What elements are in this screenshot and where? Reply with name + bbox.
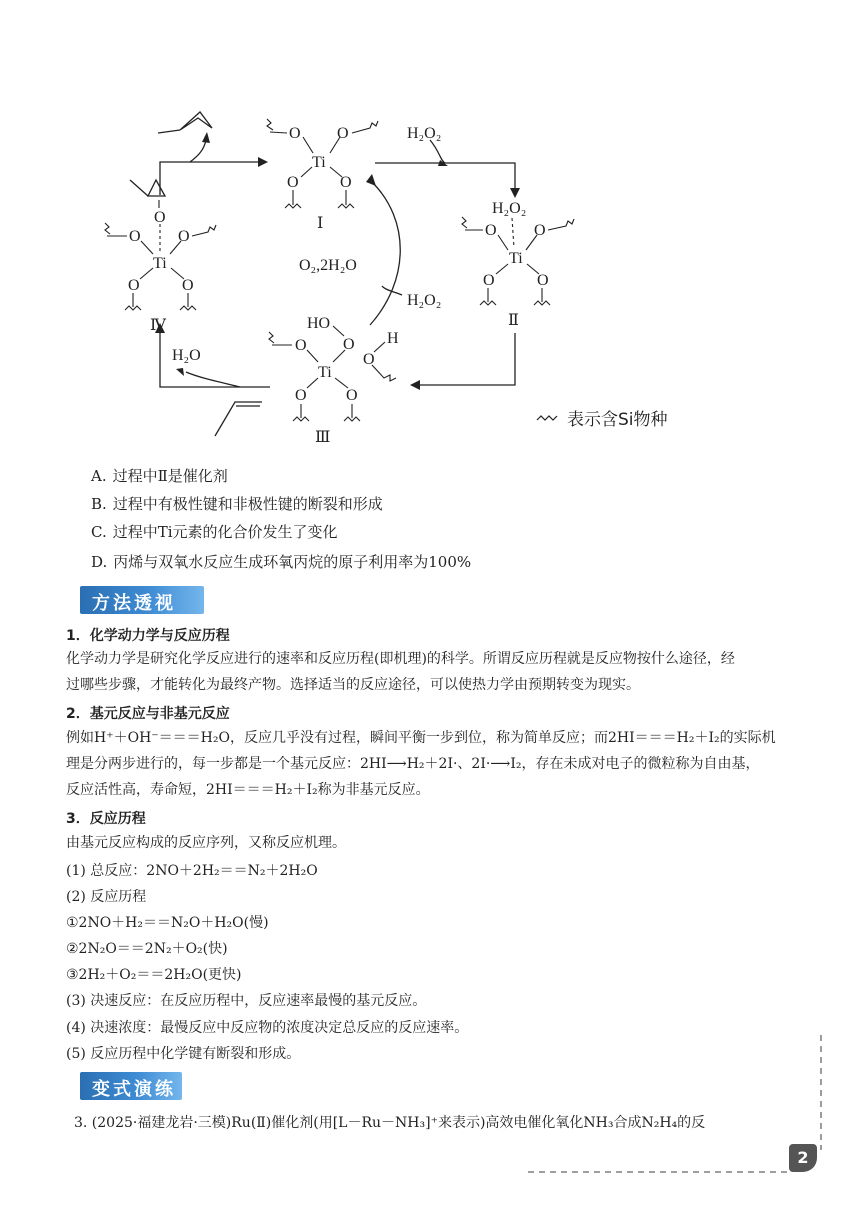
oxygen-atom: O [363, 351, 375, 368]
ti-atom-ii: Ti [509, 250, 523, 267]
species-label-ii: Ⅱ [508, 312, 519, 329]
option-a: A. 过程中Ⅱ是催化剂 [91, 467, 228, 485]
list-item: (2) 反应历程 [66, 889, 147, 905]
option-d: D. 丙烯与双氧水反应生成环氧丙烷的原子利用率为100% [91, 553, 472, 571]
method-banner: 方法透视 [80, 586, 204, 614]
list-item: ①2NO＋H₂＝＝N₂O＋H₂O(慢) [66, 915, 269, 931]
page-number: 2 [789, 1144, 817, 1172]
species-label-iv: Ⅳ [150, 317, 166, 334]
oxygen-atom: O [178, 228, 190, 245]
heading-1: 1．化学动力学与反应历程 [66, 628, 230, 644]
ti-atom-i: Ti [312, 154, 326, 171]
o2-2h2o-product: O₂,2H₂O [299, 257, 357, 274]
h2o2-reagent-top: H₂O₂ [407, 125, 442, 142]
ti-atom-iii: Ti [318, 364, 332, 381]
list-item: (5) 反应历程中化学键有断裂和形成。 [66, 1046, 301, 1062]
heading-3: 3．反应历程 [66, 811, 146, 827]
paragraph-1b: 过哪些步骤，才能转化为最终产物。选择适当的反应途径，可以使热力学由预期转变为现实。 [66, 677, 640, 693]
oxygen-atom: O [129, 228, 141, 245]
paragraph-2b: 理是分两步进行的，每一步都是一个基元反应：2HI⟶H₂＋2I·、2I·⟶I₂，存在未成对电子的微粒称为自由基， [66, 756, 760, 772]
list-item: (3) 决速反应：在反应历程中，反应速率最慢的基元反应。 [66, 993, 427, 1009]
paragraph-2a: 例如H⁺＋OH⁻＝＝＝H₂O，反应几乎没有过程，瞬间平衡一步到位，称为简单反应；而2HI＝＝＝H₂＋I₂的实际机 [66, 730, 776, 746]
oxygen-atom: O [483, 272, 495, 289]
question-3: 3. (2025·福建龙岩·三模)Ru(Ⅱ)催化剂(用[L－Ru－NH₃]⁺来表示)高效电催化氧化NH₃合成N₂H₄的反 [74, 1115, 706, 1131]
ho-group: HO [307, 315, 331, 332]
paragraph-1a: 化学动力学是研究化学反应进行的速率和反应历程(即机理)的科学。所谓反应历程就是反应物按什么途径，经 [66, 651, 735, 667]
h2o2-on-ii: H₂O₂ [492, 200, 527, 217]
oxygen-atom: O [154, 209, 166, 226]
list-item: ②2N₂O＝＝2N₂＋O₂(快) [66, 941, 228, 957]
oxygen-atom: O [128, 277, 140, 294]
list-item: ③2H₂＋O₂＝＝2H₂O(更快) [66, 967, 242, 983]
oxygen-atom: O [337, 125, 349, 142]
paragraph-2c: 反应活性高，寿命短，2HI＝＝＝H₂＋I₂称为非基元反应。 [66, 782, 430, 798]
oxygen-atom: O [485, 222, 497, 239]
paragraph-3: 由基元反应构成的反应序列，又称反应机理。 [66, 835, 346, 851]
practice-banner: 变式演练 [80, 1072, 182, 1100]
h2o-product: H₂O [172, 347, 201, 364]
oxygen-atom: O [534, 222, 546, 239]
oxygen-atom: O [343, 336, 355, 353]
oxygen-atom: O [340, 174, 352, 191]
oxygen-atom: O [289, 125, 301, 142]
h2o2-reagent-inner: H₂O₂ [407, 292, 442, 309]
h-atom: H [387, 330, 399, 347]
heading-2: 2．基元反应与非基元反应 [66, 706, 230, 722]
list-item: (1) 总反应：2NO＋2H₂＝＝N₂＋2H₂O [66, 863, 318, 879]
species-label-iii: Ⅲ [315, 429, 331, 446]
oxygen-atom: O [287, 174, 299, 191]
oxygen-atom: O [295, 337, 307, 354]
legend-si-species: 表示含Si物种 [567, 410, 668, 430]
oxygen-atom: O [295, 387, 307, 404]
option-b: B. 过程中有极性键和非极性键的断裂和形成 [91, 495, 383, 513]
ti-atom-iv: Ti [153, 255, 167, 272]
list-item: (4) 决速浓度：最慢反应中反应物的浓度决定总反应的反应速率。 [66, 1020, 469, 1036]
option-c: C. 过程中Ti元素的化合价发生了变化 [91, 523, 338, 541]
oxygen-atom: O [182, 277, 194, 294]
oxygen-atom: O [537, 272, 549, 289]
species-label-i: Ⅰ [317, 215, 324, 232]
oxygen-atom: O [346, 387, 358, 404]
